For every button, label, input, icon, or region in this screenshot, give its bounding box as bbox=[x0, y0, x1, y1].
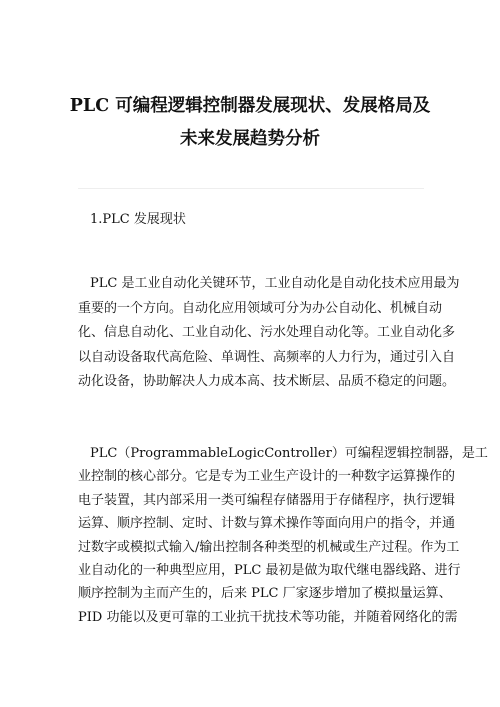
paragraph-line: 电子装置，其内部采用一类可编程存储器用于存储程序，执行逻辑 bbox=[78, 492, 456, 508]
paragraph-line: PID 功能以及更可靠的工业抗干扰技术等功能，并随着网络化的需 bbox=[78, 609, 458, 625]
title-line: PLC 可编程逻辑控制器发展现状、发展格局及 bbox=[69, 96, 431, 116]
document-title bbox=[60, 90, 440, 156]
section-heading: 1.PLC 发展现状 bbox=[90, 212, 186, 227]
paragraph-intro bbox=[78, 272, 460, 395]
paragraph-line: 业控制的核心部分。它是专为工业生产设计的一种数字运算操作的 bbox=[78, 469, 456, 485]
title-divider bbox=[78, 188, 424, 189]
paragraph-line: 运算、顺序控制、定时、计数与算术操作等面向用户的指令，并通 bbox=[78, 516, 456, 532]
paragraph-line: 动化设备，协助解决人力成本高、技术断层、品质不稳定的问题。 bbox=[78, 374, 456, 389]
paragraph-line: PLC 是工业自动化关键环节，工业自动化是自动化技术应用最为 bbox=[90, 276, 460, 291]
paragraph-line: 顺序控制为主而产生的，后来 PLC 厂家逐步增加了模拟量运算、 bbox=[78, 586, 452, 602]
paragraph-line: 化、信息自动化、工业自动化、污水处理自动化等。工业自动化多 bbox=[78, 325, 456, 340]
paragraph-plc-definition bbox=[78, 442, 488, 629]
paragraph-line: 业自动化的一种典型应用，PLC 最初是做为取代继电器线路、进行 bbox=[78, 563, 461, 579]
paragraph-line: 过数字或模拟式输入/输出控制各种类型的机械或生产过程。作为工 bbox=[78, 539, 460, 555]
title-line: 未来发展趋势分析 bbox=[180, 129, 320, 149]
paragraph-line: 重要的一个方向。自动化应用领域可分为办公自动化、机械自动 bbox=[78, 300, 443, 316]
paragraph-line: 以自动设备取代高危险、单调性、高频率的人力行为，通过引入自 bbox=[78, 349, 456, 365]
paragraph-line: PLC（ProgrammableLogicController）可编程逻辑控制器，是工 bbox=[90, 446, 488, 461]
